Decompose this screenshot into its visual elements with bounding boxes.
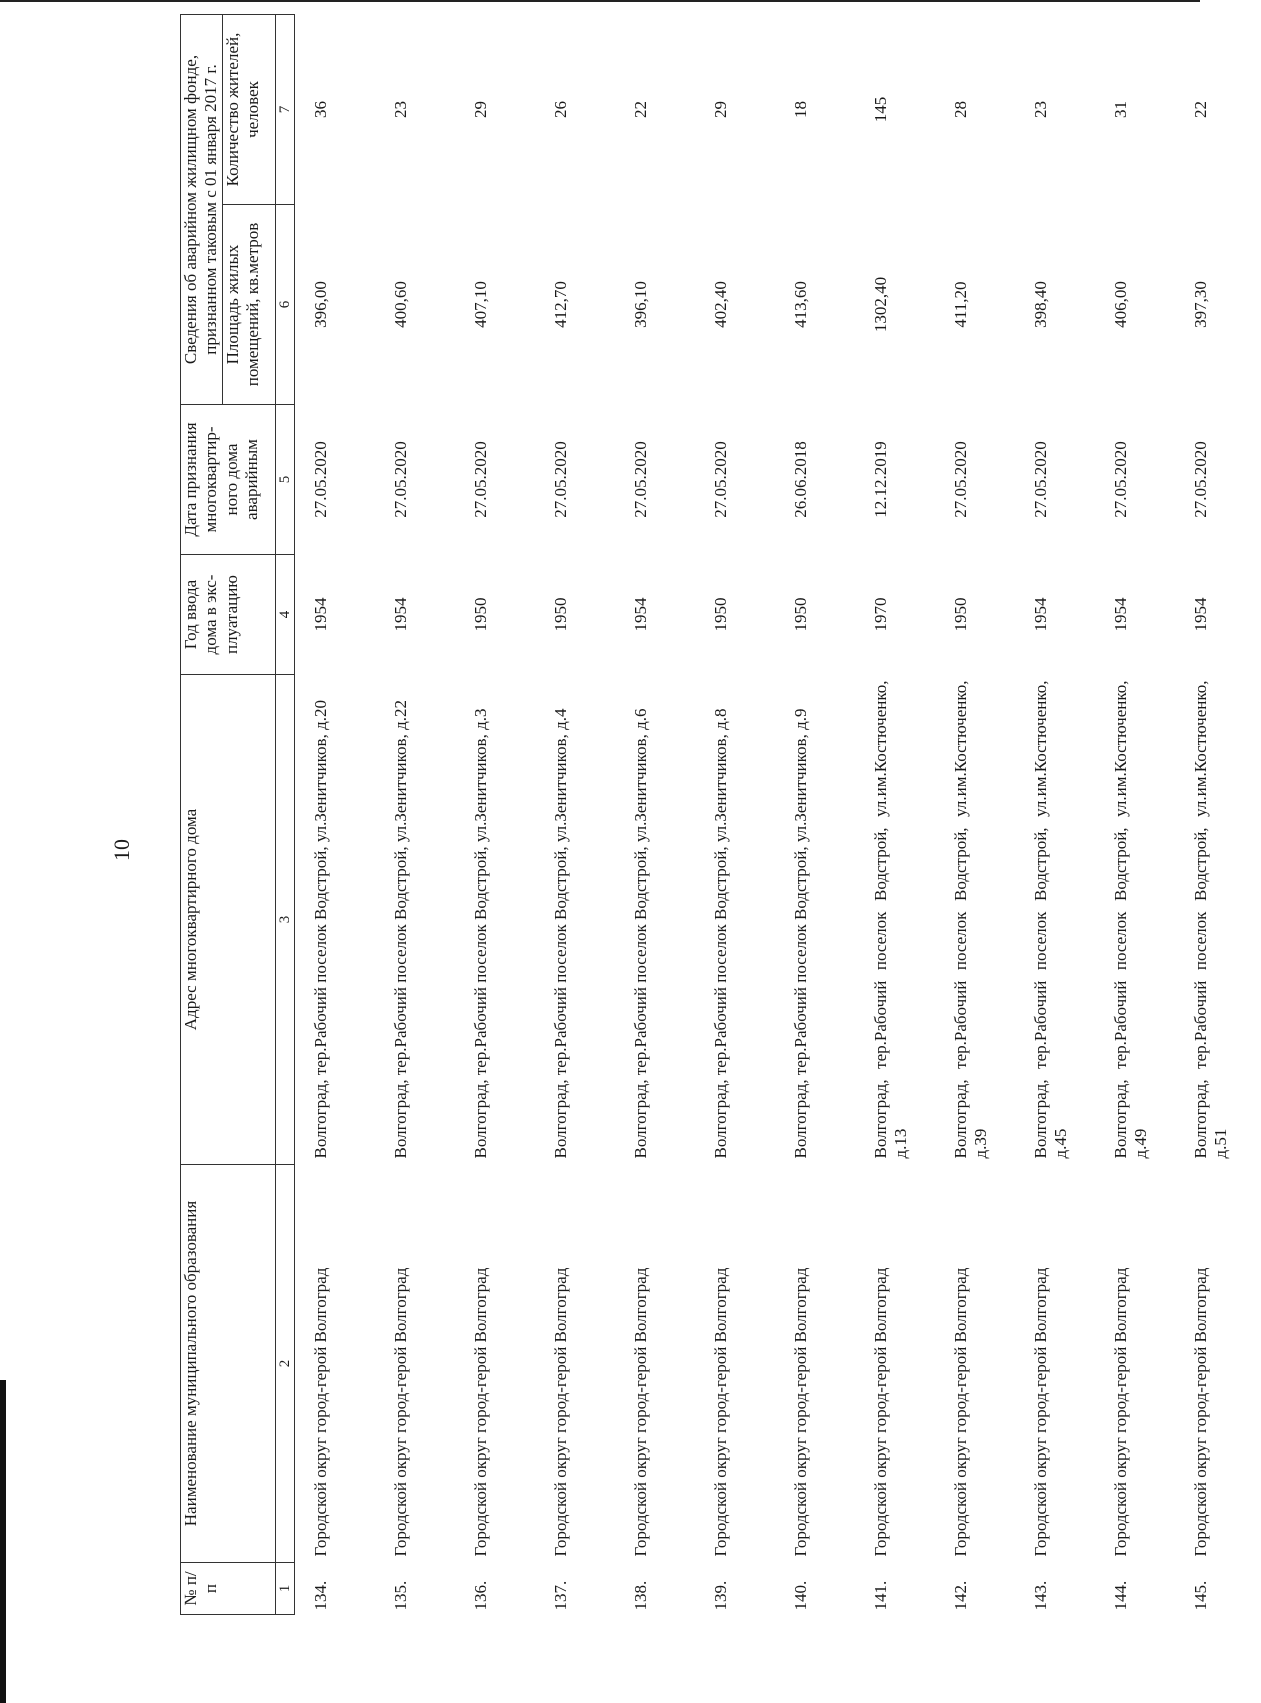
rotated-page <box>180 15 1231 1615</box>
cell-address: Волгоград, тер.Рабочий поселок Водстрой, ул.им.Костюченко, д.49 <box>1110 680 1151 1159</box>
cell-area: 406,00 <box>1110 281 1130 328</box>
cell-area: 402,40 <box>710 281 730 328</box>
table-row <box>941 14 1021 1614</box>
cell-num: 142. <box>950 1580 970 1611</box>
cell-year: 1950 <box>470 597 490 632</box>
cell-num: 140. <box>790 1580 810 1611</box>
cell-area: 411,20 <box>950 281 970 328</box>
cell-num: 138. <box>630 1580 650 1611</box>
header-date: Дата признания многоквартир-ного дома аварийным <box>181 405 276 555</box>
cell-year: 1950 <box>550 597 570 632</box>
cell-area: 397,30 <box>1190 281 1210 328</box>
cell-residents: 36 <box>310 101 330 118</box>
cell-address: Волгоград, тер.Рабочий поселок Водстрой, ул.Зенитчиков, д.3 <box>470 708 490 1159</box>
column-number: 5 <box>275 405 294 555</box>
cell-area: 398,40 <box>1030 281 1050 328</box>
cell-municipality: Городской округ город-герой Волгоград <box>710 1267 730 1557</box>
cell-municipality: Городской округ город-герой Волгоград <box>470 1267 490 1557</box>
cell-municipality: Городской округ город-герой Волгоград <box>390 1267 410 1557</box>
cell-area: 1302,40 <box>870 276 890 333</box>
table-row <box>861 14 941 1614</box>
cell-municipality: Городской округ город-герой Волгоград <box>1110 1267 1130 1557</box>
cell-residents: 145 <box>870 96 890 123</box>
cell-date: 27.05.2020 <box>390 441 410 518</box>
cell-year: 1954 <box>390 597 410 632</box>
cell-residents: 23 <box>390 101 410 118</box>
cell-area: 400,60 <box>390 281 410 328</box>
header-residents: Количество жителей, человек <box>222 14 275 204</box>
cell-year: 1950 <box>950 597 970 632</box>
cell-date: 27.05.2020 <box>950 441 970 518</box>
cell-address: Волгоград, тер.Рабочий поселок Водстрой, ул.Зенитчиков, д.22 <box>390 700 410 1159</box>
table-row <box>1181 14 1261 1614</box>
column-number: 2 <box>275 1165 294 1563</box>
header-area: Площадь жилых помещений, кв.метров <box>222 205 275 405</box>
table-row <box>1101 14 1181 1614</box>
cell-residents: 29 <box>470 101 490 118</box>
cell-year: 1954 <box>1030 597 1050 632</box>
cell-area: 413,60 <box>790 281 810 328</box>
scan-edge-left <box>0 1380 6 1703</box>
column-number: 4 <box>275 555 294 675</box>
cell-municipality: Городской округ город-герой Волгоград <box>1190 1267 1210 1557</box>
cell-address: Волгоград, тер.Рабочий поселок Водстрой, ул.Зенитчиков, д.9 <box>790 708 810 1159</box>
cell-area: 407,10 <box>470 281 490 328</box>
cell-date: 27.05.2020 <box>710 441 730 518</box>
scan-edge-top <box>0 0 1200 2</box>
cell-residents: 22 <box>1190 101 1210 118</box>
cell-municipality: Городской округ город-герой Волгоград <box>870 1267 890 1557</box>
cell-num: 135. <box>390 1580 410 1611</box>
cell-date: 12.12.2019 <box>870 441 890 518</box>
emergency-housing-table <box>180 14 1261 1615</box>
table-row <box>781 14 861 1614</box>
table-row <box>461 14 541 1614</box>
cell-date: 27.05.2020 <box>470 441 490 518</box>
cell-municipality: Городской округ город-герой Волгоград <box>630 1267 650 1557</box>
cell-residents: 18 <box>790 101 810 118</box>
cell-address: Волгоград, тер.Рабочий поселок Водстрой, ул.им.Костюченко, д.45 <box>1030 680 1071 1159</box>
cell-municipality: Городской округ город-герой Волгоград <box>1030 1267 1050 1557</box>
cell-residents: 26 <box>550 101 570 118</box>
cell-address: Волгоград, тер.Рабочий поселок Водстрой, ул.Зенитчиков, д.6 <box>630 708 650 1159</box>
cell-year: 1954 <box>630 597 650 632</box>
cell-date: 27.05.2020 <box>630 441 650 518</box>
header-num: № п/п <box>181 1563 276 1615</box>
cell-year: 1970 <box>870 597 890 632</box>
cell-address: Волгоград, тер.Рабочий поселок Водстрой, ул.им.Костюченко, д.13 <box>870 680 911 1159</box>
cell-num: 145. <box>1190 1580 1210 1611</box>
cell-municipality: Городской округ город-герой Волгоград <box>310 1267 330 1557</box>
cell-residents: 22 <box>630 101 650 118</box>
cell-num: 134. <box>310 1580 330 1611</box>
column-number: 3 <box>275 675 294 1165</box>
cell-residents: 31 <box>1110 101 1130 118</box>
cell-date: 27.05.2020 <box>1030 441 1050 518</box>
cell-address: Волгоград, тер.Рабочий поселок Водстрой, ул.им.Костюченко, д.39 <box>950 680 991 1159</box>
cell-date: 27.05.2020 <box>310 441 330 518</box>
column-number: 6 <box>275 205 294 405</box>
cell-address: Волгоград, тер.Рабочий поселок Водстрой, ул.Зенитчиков, д.4 <box>550 708 570 1159</box>
header-year: Год ввода дома в экс-плуатацию <box>181 555 276 675</box>
cell-address: Волгоград, тер.Рабочий поселок Водстрой, ул.Зенитчиков, д.20 <box>310 700 330 1159</box>
cell-municipality: Городской округ город-герой Волгоград <box>550 1267 570 1557</box>
table-row <box>1021 14 1101 1614</box>
table-row <box>541 14 621 1614</box>
cell-date: 27.05.2020 <box>1190 441 1210 518</box>
header-group: Сведения об аварийном жилищном фонде, признанном таковым с 01 января 2017 г. <box>181 14 223 404</box>
cell-num: 141. <box>870 1580 890 1611</box>
cell-num: 144. <box>1110 1580 1130 1611</box>
cell-year: 1950 <box>710 597 730 632</box>
header-municipality: Наименование муниципального образования <box>181 1165 276 1563</box>
cell-date: 27.05.2020 <box>1110 441 1130 518</box>
cell-num: 139. <box>710 1580 730 1611</box>
cell-year: 1954 <box>1110 597 1130 632</box>
cell-residents: 23 <box>1030 101 1050 118</box>
cell-year: 1954 <box>310 597 330 632</box>
header-address: Адрес многоквартирного дома <box>181 675 276 1165</box>
cell-year: 1950 <box>790 597 810 632</box>
cell-date: 26.06.2018 <box>790 441 810 518</box>
column-number: 1 <box>275 1563 294 1615</box>
cell-address: Волгоград, тер.Рабочий поселок Водстрой, ул.им.Костюченко, д.51 <box>1190 680 1231 1159</box>
cell-area: 396,00 <box>310 281 330 328</box>
cell-num: 143. <box>1030 1580 1050 1611</box>
cell-area: 412,70 <box>550 281 570 328</box>
cell-municipality: Городской округ город-герой Волгоград <box>790 1267 810 1557</box>
cell-year: 1954 <box>1190 597 1210 632</box>
table-row <box>294 14 381 1614</box>
cell-residents: 29 <box>710 101 730 118</box>
cell-area: 396,10 <box>630 281 650 328</box>
cell-num: 136. <box>470 1580 490 1611</box>
page-number: 10 <box>109 839 134 861</box>
cell-municipality: Городской округ город-герой Волгоград <box>950 1267 970 1557</box>
table-row <box>621 14 701 1614</box>
table-row <box>701 14 781 1614</box>
cell-date: 27.05.2020 <box>550 441 570 518</box>
table-row <box>381 14 461 1614</box>
cell-num: 137. <box>550 1580 570 1611</box>
cell-residents: 28 <box>950 101 970 118</box>
column-number: 7 <box>275 14 294 204</box>
cell-address: Волгоград, тер.Рабочий поселок Водстрой, ул.Зенитчиков, д.8 <box>710 708 730 1159</box>
